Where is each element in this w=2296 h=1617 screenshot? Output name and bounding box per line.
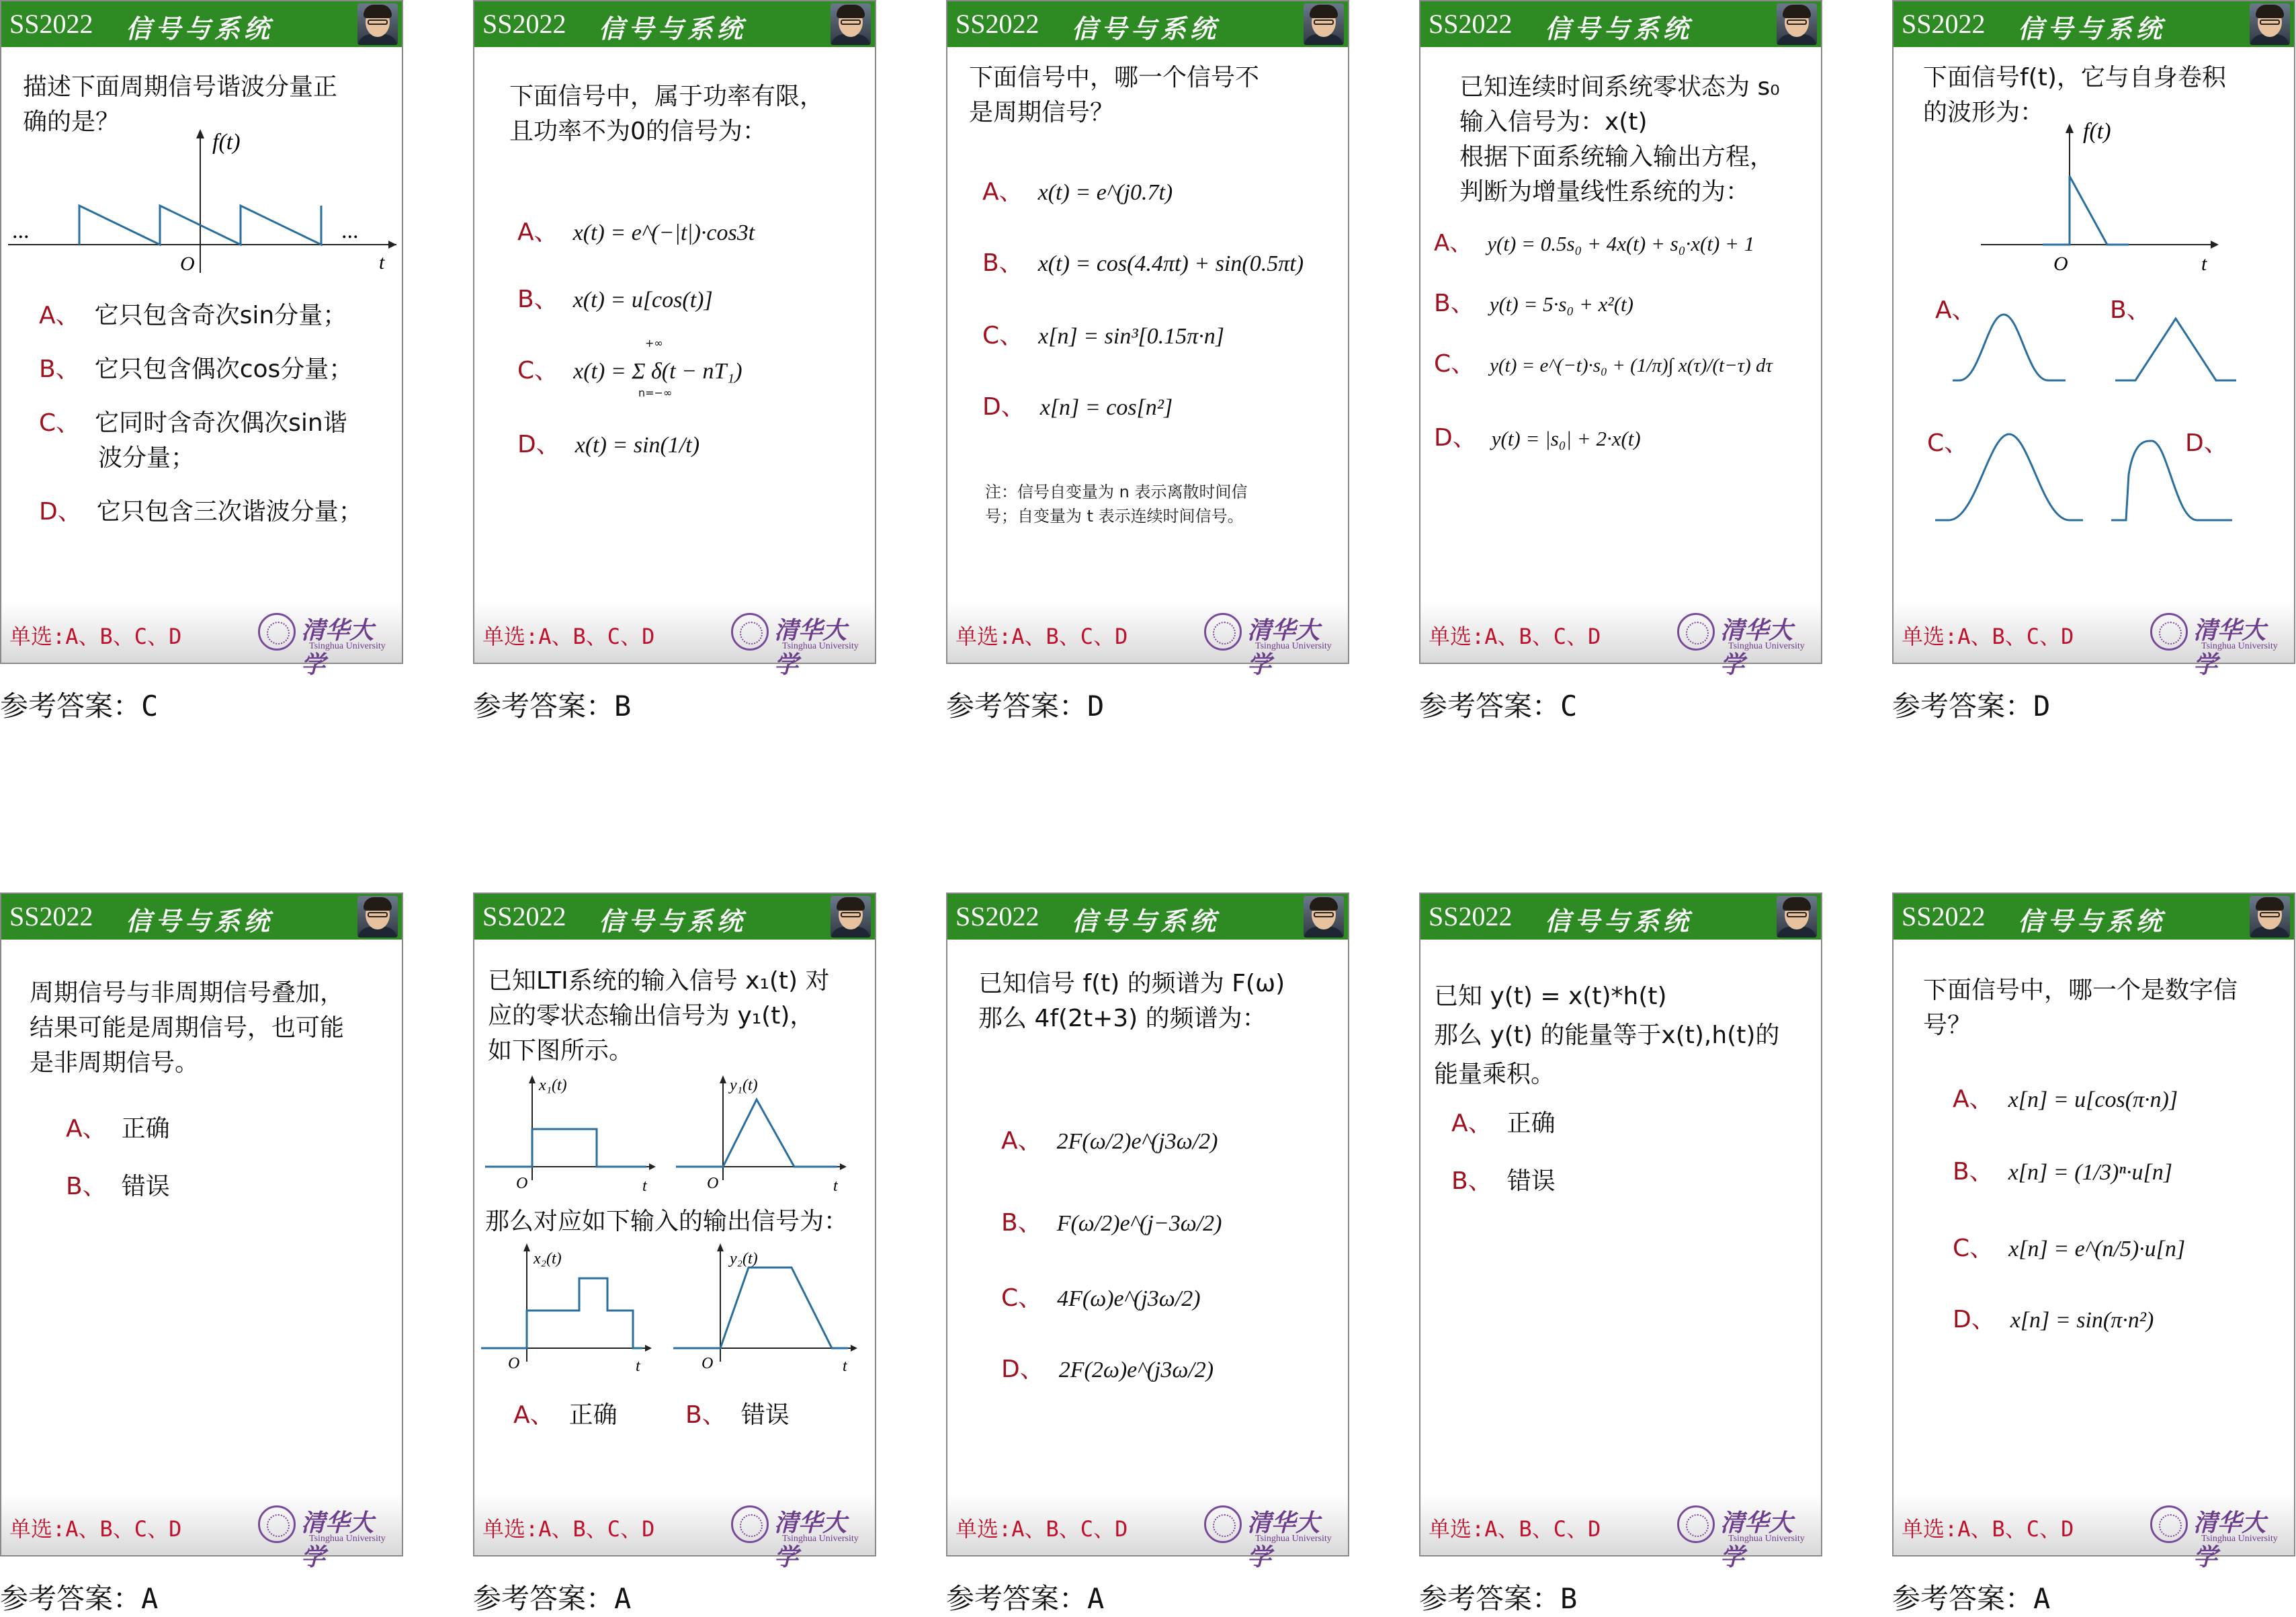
option-c-waveform[interactable] xyxy=(1935,427,2090,528)
question-card-1 xyxy=(0,0,403,679)
card-body xyxy=(474,47,875,604)
sum-upper-limit: +∞ xyxy=(645,337,663,349)
question-card-6 xyxy=(0,893,403,1571)
card-footer xyxy=(1,602,402,679)
svg-text:O: O xyxy=(2053,253,2068,275)
question-card-5 xyxy=(1892,0,2295,679)
lecturer-avatar xyxy=(831,3,871,45)
tsinghua-logo: 清华大学 Tsinghua University xyxy=(1677,1504,1812,1547)
option-b[interactable]: B、 错误 xyxy=(685,1401,790,1429)
input-x1-plot xyxy=(485,1073,673,1194)
card-body xyxy=(1,940,402,1496)
card-body xyxy=(1,47,402,604)
option-d[interactable]: D、 y(t) = |s₀| + 2·x(t) xyxy=(1434,424,1641,452)
tsinghua-logo: 清华大学 Tsinghua University xyxy=(258,612,392,655)
option-d[interactable]: D、 xyxy=(2185,429,2228,457)
lecturer-avatar xyxy=(357,3,398,45)
question-card-7 xyxy=(473,893,876,1571)
svg-text:t: t xyxy=(843,1358,847,1375)
question-text: 已知LTI系统的输入信号 x₁(t) 对 应的零状态输出信号为 y₁(t)， 如下图所示。 xyxy=(488,967,830,1065)
card-header: SS2022 信号与系统 xyxy=(1420,1,1821,47)
card-body xyxy=(1420,47,1821,604)
option-c[interactable]: C、 xyxy=(1927,429,1969,457)
reference-answer-8: 参考答案：A xyxy=(946,1582,1105,1615)
lecturer-avatar xyxy=(831,896,871,938)
option-b[interactable]: B、 它只包含偶次cos分量； xyxy=(39,356,353,383)
card-body xyxy=(1894,940,2294,1496)
question-text: 已知 y(t) = x(t)*h(t) 那么 y(t) 的能量等于x(t),h(t)的 能量乘积。 xyxy=(1434,983,1780,1088)
option-b[interactable]: B、 错误 xyxy=(66,1173,170,1200)
option-c-continued: 波分量； xyxy=(98,444,196,472)
question-text: 描述下面周期信号谐波分量正 确的是？ xyxy=(23,73,338,136)
reference-answer-5: 参考答案：D xyxy=(1892,690,2051,722)
card-footer: 单选:A、B、C、D 清华大学 Tsinghua University xyxy=(947,602,1348,663)
tsinghua-logo: 清华大学 Tsinghua University xyxy=(731,612,865,655)
reference-answer-4: 参考答案：C xyxy=(1419,690,1578,722)
sum-lower-limit: n=−∞ xyxy=(638,386,673,399)
option-b[interactable]: B、 x[n] = (1/3)ⁿ·u[n] xyxy=(1953,1158,2172,1186)
card-body xyxy=(947,940,1348,1496)
y2-label: y₂(t) xyxy=(730,1250,758,1268)
option-a[interactable]: A、 x[n] = u[cos(π·n)] xyxy=(1953,1085,2178,1113)
option-d[interactable]: D、 x[n] = cos[n²] xyxy=(982,393,1173,421)
option-d[interactable]: D、 x[n] = sin(π·n²) xyxy=(1953,1306,2154,1333)
signal-f-plot xyxy=(1894,114,2296,276)
reference-answer-10: 参考答案：A xyxy=(1892,1582,2051,1615)
option-b[interactable]: B、 F(ω/2)e^(j−3ω/2) xyxy=(1001,1209,1222,1237)
tsinghua-logo: 清华大学 Tsinghua University xyxy=(1204,612,1338,655)
reference-answer-7: 参考答案：A xyxy=(473,1582,632,1615)
card-footer: 单选:A、B、C、D 清华大学 Tsinghua University xyxy=(474,1495,875,1555)
option-b[interactable]: B、 xyxy=(2110,296,2151,324)
svg-text:O: O xyxy=(180,253,195,275)
option-c[interactable]: C、 x[n] = sin³[0.15π·n] xyxy=(982,322,1225,349)
lecturer-avatar xyxy=(1304,896,1344,938)
lecturer-avatar xyxy=(2250,896,2290,938)
y1-label: y₁(t) xyxy=(730,1077,758,1094)
question-text: 下面信号中，属于功率有限， 且功率不为0的信号为： xyxy=(509,83,824,145)
input-x2-plot xyxy=(481,1241,669,1375)
option-a[interactable]: A、 xyxy=(1935,296,1976,324)
option-a[interactable]: A、 正确 xyxy=(66,1115,170,1143)
card-header: SS2022 信号与系统 xyxy=(1894,1,2294,47)
svg-text:t: t xyxy=(379,251,385,274)
card-header xyxy=(1,1,402,47)
card-footer: 单选:A、B、C、D 清华大学 Tsinghua University xyxy=(1420,1495,1821,1555)
option-b[interactable]: B、 错误 xyxy=(1451,1167,1556,1195)
card-header: SS2022 信号与系统 xyxy=(474,894,875,940)
option-a[interactable]: A、 正确 xyxy=(1451,1110,1556,1137)
svg-text:t: t xyxy=(636,1358,640,1375)
option-d[interactable]: D、 x(t) = sin(1/t) xyxy=(517,431,700,458)
card-body xyxy=(1420,940,1821,1496)
card-header: SS2022 信号与系统 xyxy=(474,1,875,47)
option-b-waveform[interactable] xyxy=(2115,301,2250,388)
svg-text:t: t xyxy=(642,1177,647,1195)
card-body xyxy=(947,47,1348,604)
sawtooth-wave-plot xyxy=(1,120,405,281)
option-a[interactable]: A、 它只包含奇次sin分量； xyxy=(39,302,347,329)
svg-text:O: O xyxy=(516,1175,528,1192)
option-b[interactable]: B、 x(t) = cos(4.4πt) + sin(0.5πt) xyxy=(982,249,1304,277)
option-c[interactable]: C、 4F(ω)e^(j3ω/2) xyxy=(1001,1284,1201,1312)
question-text-2: 那么对应如下输入的输出信号为： xyxy=(485,1208,849,1235)
card-header: SS2022 信号与系统 xyxy=(1894,894,2294,940)
question-text: 已知连续时间系统零状态为 s₀ 输入信号为：x(t) 根据下面系统输入输出方程， 判断为增量线性系统的为： xyxy=(1459,73,1780,206)
option-c[interactable]: C、 x[n] = e^(n/5)·u[n] xyxy=(1953,1235,2186,1262)
option-a[interactable]: A、 y(t) = 0.5s₀ + 4x(t) + s₀·x(t) + 1 xyxy=(1434,230,1755,257)
svg-text:O: O xyxy=(701,1355,714,1372)
option-c[interactable]: C、 它同时含奇次偶次sin谐 xyxy=(39,409,347,437)
tsinghua-logo: 清华大学 Tsinghua University xyxy=(258,1504,392,1547)
single-choice-label: 单选:A、B、C、D xyxy=(9,624,182,649)
ellipsis-left: ... xyxy=(12,218,30,243)
reference-answer-2: 参考答案：B xyxy=(473,690,632,722)
course-code: SS2022 xyxy=(9,9,93,39)
lecturer-avatar xyxy=(1304,3,1344,45)
lecturer-avatar xyxy=(2250,3,2290,45)
lecturer-avatar xyxy=(1777,3,1817,45)
svg-text:O: O xyxy=(508,1355,520,1372)
card-header: SS2022 信号与系统 xyxy=(1,894,402,940)
tsinghua-logo: 清华大学 Tsinghua University xyxy=(731,1504,865,1547)
option-a[interactable]: A、 正确 xyxy=(513,1401,618,1429)
question-card-10 xyxy=(1892,893,2295,1571)
card-header: SS2022 信号与系统 xyxy=(947,894,1348,940)
card-body xyxy=(1894,47,2294,604)
option-c[interactable]: C、 y(t) = e^(−t)·s₀ + (1/π)∫ x(τ)/(t−τ) dτ xyxy=(1434,350,1773,378)
reference-answer-1: 参考答案：C xyxy=(0,690,159,722)
output-y2-plot xyxy=(673,1241,875,1375)
svg-text:O: O xyxy=(707,1175,719,1192)
reference-answer-3: 参考答案：D xyxy=(946,690,1105,722)
card-footer: 单选:A、B、C、D 清华大学 Tsinghua University xyxy=(1894,1495,2294,1555)
option-d-waveform[interactable] xyxy=(2111,427,2246,528)
question-text: 周期信号与非周期信号叠加， 结果可能是周期信号，也可能 是非周期信号。 xyxy=(30,979,345,1077)
question-card-9 xyxy=(1419,893,1822,1571)
option-b[interactable]: B、 x(t) = u[cos(t)] xyxy=(517,286,713,313)
question-card-8 xyxy=(946,893,1349,1571)
reference-answer-6: 参考答案：A xyxy=(0,1582,159,1615)
question-text: 下面信号f(t)，它与自身卷积 的波形为： xyxy=(1923,64,2226,126)
question-text: 下面信号中，哪一个信号不 是周期信号？ xyxy=(969,64,1260,126)
tsinghua-logo: 清华大学 Tsinghua University xyxy=(2150,612,2285,655)
lecturer-avatar xyxy=(357,896,398,938)
svg-text:t: t xyxy=(2201,253,2207,275)
question-card-3 xyxy=(946,0,1349,679)
tsinghua-logo: 清华大学 Tsinghua University xyxy=(2150,1504,2285,1547)
axis-label: f(t) xyxy=(212,130,241,155)
x1-label: x₁(t) xyxy=(539,1077,567,1094)
card-footer: 单选:A、B、C、D 清华大学 Tsinghua University xyxy=(1,1495,402,1555)
card-footer: 单选:A、B、C、D 清华大学 Tsinghua University xyxy=(474,602,875,663)
option-a[interactable]: A、 x(t) = e^(−|t|)·cos3t xyxy=(517,218,755,246)
ellipsis-right: ... xyxy=(341,218,359,243)
card-header: SS2022 信号与系统 xyxy=(947,1,1348,47)
lecturer-avatar xyxy=(1777,896,1817,938)
question-card-2 xyxy=(473,0,876,679)
axis-label: f(t) xyxy=(2083,119,2111,144)
card-footer: 单选:A、B、C、D 清华大学 Tsinghua University xyxy=(1894,602,2294,663)
card-footer: 单选:A、B、C、D 清华大学 Tsinghua University xyxy=(1420,602,1821,663)
tsinghua-logo: 清华大学 Tsinghua University xyxy=(1677,612,1812,655)
question-card-4 xyxy=(1419,0,1822,679)
option-a[interactable]: A、 x(t) = e^(j0.7t) xyxy=(982,178,1173,206)
output-y1-plot xyxy=(676,1073,864,1194)
option-a[interactable]: A、 2F(ω/2)e^(j3ω/2) xyxy=(1001,1127,1218,1155)
card-footer: 单选:A、B、C、D 清华大学 Tsinghua University xyxy=(947,1495,1348,1555)
question-text: 已知信号 f(t) 的频谱为 F(ω) 那么 4f(2t+3) 的频谱为： xyxy=(978,970,1285,1032)
card-body xyxy=(474,940,875,1496)
option-b[interactable]: B、 y(t) = 5·s₀ + x²(t) xyxy=(1434,290,1633,317)
tsinghua-logo: 清华大学 Tsinghua University xyxy=(1204,1504,1338,1547)
question-text: 下面信号中，哪一个是数字信 号？ xyxy=(1923,977,2238,1039)
option-d[interactable]: D、 2F(2ω)e^(j3ω/2) xyxy=(1001,1356,1214,1383)
reference-answer-9: 参考答案：B xyxy=(1419,1582,1578,1615)
option-a-waveform[interactable] xyxy=(1953,301,2074,388)
option-d[interactable]: D、 它只包含三次谐波分量； xyxy=(39,498,363,526)
note-text: 注：信号自变量为 n 表示离散时间信 号；自变量为 t 表示连续时间信号。 xyxy=(985,483,1248,526)
option-c[interactable]: C、 x(t) = Σ δ(t − nT₁) xyxy=(517,357,742,384)
course-name: 信号与系统 xyxy=(126,13,274,44)
x2-label: x₂(t) xyxy=(534,1250,562,1268)
svg-text:t: t xyxy=(833,1177,838,1195)
card-header: SS2022 信号与系统 xyxy=(1420,894,1821,940)
